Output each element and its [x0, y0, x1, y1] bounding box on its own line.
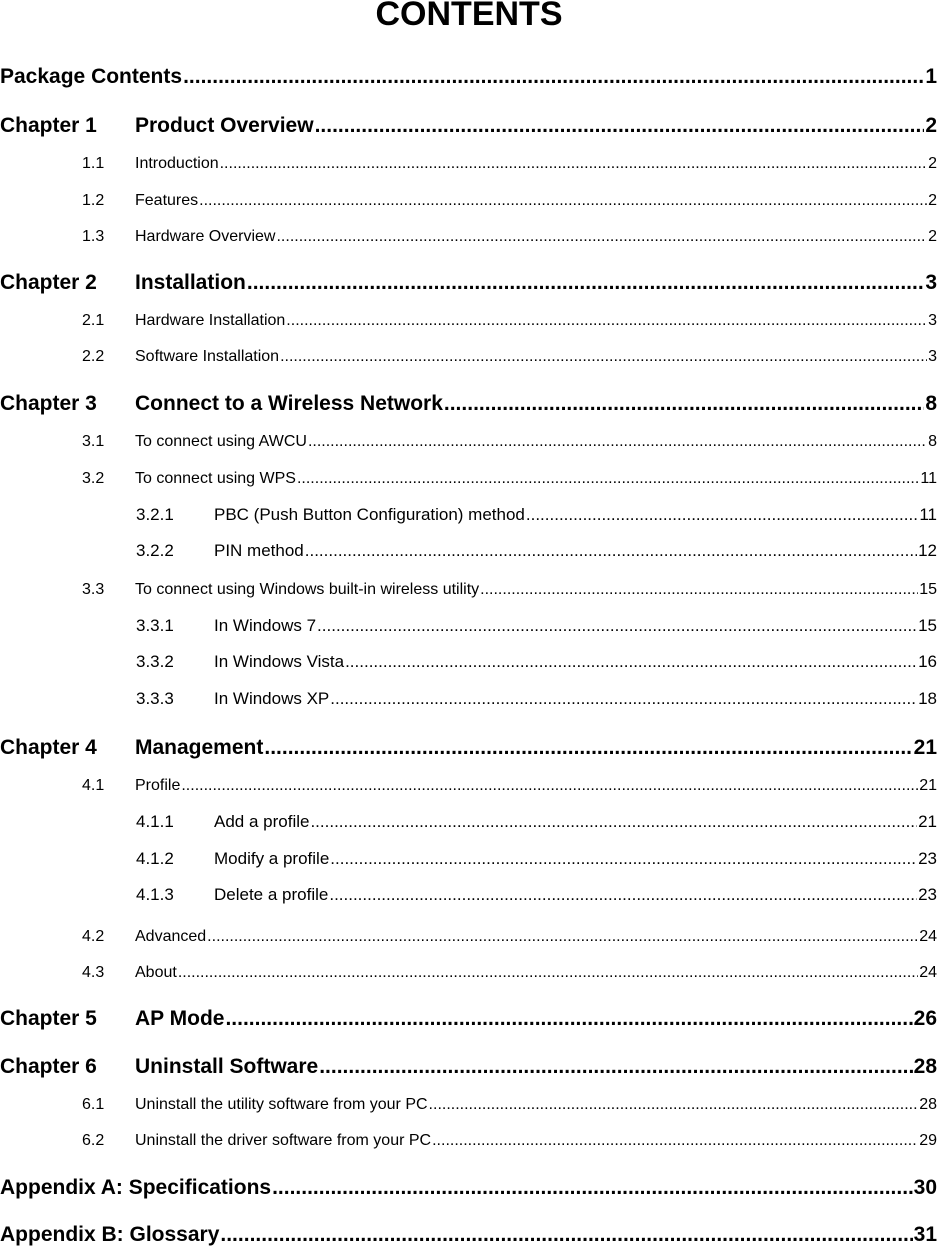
toc-page-number: 24	[919, 964, 937, 981]
toc-entry-number: 2.2	[82, 348, 105, 365]
toc-leader	[280, 346, 927, 368]
toc-entry-number: 4.2	[82, 928, 105, 945]
toc-leader	[480, 579, 918, 601]
toc-entry-number: 1.2	[82, 192, 105, 209]
toc-entry-number: 3.2	[82, 470, 105, 487]
toc-page-number: 16	[918, 652, 937, 671]
toc-entry-4-1[interactable]	[82, 775, 937, 797]
toc-leader	[207, 926, 918, 948]
toc-entry-chapter-6[interactable]	[0, 1054, 937, 1080]
toc-entry-number: 3.3.3	[136, 689, 174, 708]
toc-page-number: 11	[920, 470, 937, 487]
toc-entry-title: Modify a profile	[214, 849, 330, 868]
toc-entry-title: To connect using Windows built-in wireless utility	[135, 581, 480, 598]
toc-entry-number: 3.3	[82, 581, 105, 598]
toc-entry-1-3[interactable]	[82, 226, 937, 248]
toc-leader	[308, 431, 927, 453]
toc-page-number: 2	[928, 192, 937, 209]
toc-leader	[247, 270, 924, 296]
toc-entry-number: 4.1	[82, 777, 105, 794]
toc-entry-title: To connect using AWCU	[135, 433, 307, 450]
toc-page-number: 3	[925, 271, 937, 294]
toc-entry-4-2[interactable]	[82, 926, 937, 948]
toc-entry-title: Software Installation	[135, 348, 280, 365]
toc-page-number: 2	[928, 228, 937, 245]
toc-page-number: 3	[928, 348, 937, 365]
toc-entry-number: 4.3	[82, 964, 105, 981]
toc-entry-6-1[interactable]	[82, 1094, 937, 1116]
toc-page-number: 8	[925, 392, 937, 415]
toc-entry-title: Management	[135, 736, 264, 759]
toc-entry-title: Uninstall the utility software from your PC	[135, 1096, 428, 1113]
toc-entry-title: Advanced	[135, 928, 207, 945]
toc-entry-title: Uninstall the driver software from your PC	[135, 1132, 432, 1149]
toc-leader	[272, 1175, 913, 1201]
toc-leader	[220, 153, 927, 175]
toc-entry-number: Chapter 4	[0, 736, 97, 759]
toc-leader	[310, 811, 917, 833]
toc-entry-title: In Windows 7	[214, 616, 317, 635]
toc-entry-chapter-4[interactable]	[0, 735, 937, 761]
toc-leader	[329, 884, 917, 906]
toc-entry-number: 6.2	[82, 1132, 105, 1149]
toc-entry-title: In Windows XP	[214, 689, 330, 708]
toc-entry-3-2-2[interactable]	[136, 540, 937, 562]
toc-entry-appendix-b[interactable]	[0, 1222, 937, 1248]
toc-entry-title: Profile	[135, 777, 181, 794]
toc-leader	[220, 1222, 912, 1248]
toc-entry-number: 6.1	[82, 1096, 105, 1113]
toc-entry-number: 3.1	[82, 433, 105, 450]
toc-page-number: 29	[919, 1132, 937, 1149]
toc-entry-4-1-2[interactable]	[136, 848, 937, 870]
toc-entry-number: 1.1	[82, 155, 105, 172]
toc-page-number: 24	[919, 928, 937, 945]
toc-entry-number: 3.3.1	[136, 616, 174, 635]
toc-entry-title: Add a profile	[214, 812, 310, 831]
toc-leader	[429, 1094, 919, 1116]
toc-entry-number: 4.1.2	[136, 849, 174, 868]
toc-entry-number: 2.1	[82, 312, 105, 329]
toc-entry-3-3-2[interactable]	[136, 651, 937, 673]
toc-leader	[264, 735, 912, 761]
toc-entry-number: 4.1.3	[136, 885, 174, 904]
toc-entry-1-2[interactable]	[82, 190, 937, 212]
toc-entry-chapter-5[interactable]	[0, 1006, 937, 1032]
toc-entry-number: 3.3.2	[136, 652, 174, 671]
toc-page-number: 28	[919, 1096, 937, 1113]
toc-page-number: 2	[925, 114, 937, 137]
toc-page-number: 21	[913, 736, 937, 759]
toc-leader	[330, 848, 917, 870]
toc-entry-3-1[interactable]	[82, 431, 937, 453]
toc-page-number: 8	[928, 433, 937, 450]
toc-leader	[297, 468, 919, 490]
toc-entry-number: 3.2.2	[136, 541, 174, 560]
toc-entry-number: 1.3	[82, 228, 105, 245]
toc-entry-number: Chapter 6	[0, 1055, 97, 1078]
toc-entry-3-3-3[interactable]	[136, 688, 937, 710]
toc-entry-title: PIN method	[214, 541, 304, 560]
toc-entry-3-2-1[interactable]	[136, 504, 937, 526]
toc-entry-1-1[interactable]	[82, 153, 937, 175]
toc-entry-6-2[interactable]	[82, 1130, 937, 1152]
toc-leader	[315, 113, 925, 139]
toc-page-number: 21	[919, 777, 937, 794]
toc-page-number: 11	[919, 505, 937, 524]
toc-entry-appendix-a[interactable]	[0, 1175, 937, 1201]
toc-page-number: 21	[918, 812, 937, 831]
toc-page-number: 28	[913, 1055, 937, 1078]
toc-entry-chapter-1[interactable]	[0, 113, 937, 139]
toc-entry-title: Uninstall Software	[135, 1055, 319, 1078]
toc-page-number: 3	[928, 312, 937, 329]
toc-page-number: 15	[918, 616, 937, 635]
toc-entry-number: 3.2.1	[136, 505, 174, 524]
toc-entry-title: Features	[135, 192, 199, 209]
toc-entry-3-3[interactable]	[82, 579, 937, 601]
toc-leader	[526, 504, 918, 526]
toc-leader	[225, 1006, 912, 1032]
toc-entry-title: Appendix B: Glossary	[0, 1223, 220, 1246]
toc-page-number: 30	[913, 1176, 937, 1199]
toc-page-number: 31	[913, 1223, 937, 1246]
toc-leader	[330, 688, 917, 710]
toc-leader	[178, 962, 918, 984]
toc-entry-title: To connect using WPS	[135, 470, 296, 487]
toc-entry-title: Delete a profile	[214, 885, 329, 904]
toc-entry-number: Chapter 3	[0, 392, 97, 415]
toc-page-number: 15	[919, 581, 937, 598]
toc-leader	[199, 190, 927, 212]
toc-page-number: 23	[918, 885, 937, 904]
toc-leader	[305, 540, 917, 562]
toc-entry-4-1-3[interactable]	[136, 884, 937, 906]
toc-entry-title: PBC (Push Button Configuration) method	[214, 505, 525, 524]
toc-entry-title: In Windows Vista	[214, 652, 345, 671]
toc-entry-4-1-1[interactable]	[136, 811, 937, 833]
toc-page-number: 12	[918, 541, 937, 560]
toc-page-number: 18	[918, 689, 937, 708]
toc-entry-title: Hardware Overview	[135, 228, 276, 245]
toc-leader	[319, 1054, 912, 1080]
toc-entry-3-2[interactable]	[82, 468, 937, 490]
toc-page-number: 1	[925, 65, 937, 88]
toc-leader	[317, 615, 917, 637]
toc-entry-title: About	[135, 964, 177, 981]
toc-entry-title: Connect to a Wireless Network	[135, 392, 443, 415]
page-title: CONTENTS	[375, 0, 563, 33]
toc-leader	[432, 1130, 918, 1152]
toc-entry-title: Product Overview	[135, 114, 314, 137]
toc-entry-title: Introduction	[135, 155, 219, 172]
toc-entry-chapter-3[interactable]	[0, 391, 937, 417]
toc-entry-2-2[interactable]	[82, 346, 937, 368]
toc-entry-title: Package Contents	[0, 65, 183, 88]
toc-entry-chapter-2[interactable]	[0, 270, 937, 296]
toc-entry-3-3-1[interactable]	[136, 615, 937, 637]
toc-leader	[286, 310, 927, 332]
toc-page-number: 26	[913, 1007, 937, 1030]
toc-entry-number: 4.1.1	[136, 812, 174, 831]
toc-entry-title: Appendix A: Specifications	[0, 1176, 272, 1199]
toc-page-number: 2	[928, 155, 937, 172]
toc-leader	[183, 64, 924, 90]
toc-entry-number: Chapter 5	[0, 1007, 97, 1030]
toc-entry-title: Hardware Installation	[135, 312, 286, 329]
toc-entry-package-contents[interactable]	[0, 64, 937, 90]
toc-leader	[444, 391, 924, 417]
toc-page-number: 23	[918, 849, 937, 868]
toc-entry-title: Installation	[135, 271, 246, 294]
toc-entry-number: Chapter 2	[0, 271, 97, 294]
toc-leader	[181, 775, 918, 797]
toc-entry-number: Chapter 1	[0, 114, 97, 137]
toc-entry-title: AP Mode	[135, 1007, 225, 1030]
toc-leader	[276, 226, 927, 248]
toc-entry-4-3[interactable]	[82, 962, 937, 984]
toc-entry-2-1[interactable]	[82, 310, 937, 332]
toc-leader	[345, 651, 917, 673]
